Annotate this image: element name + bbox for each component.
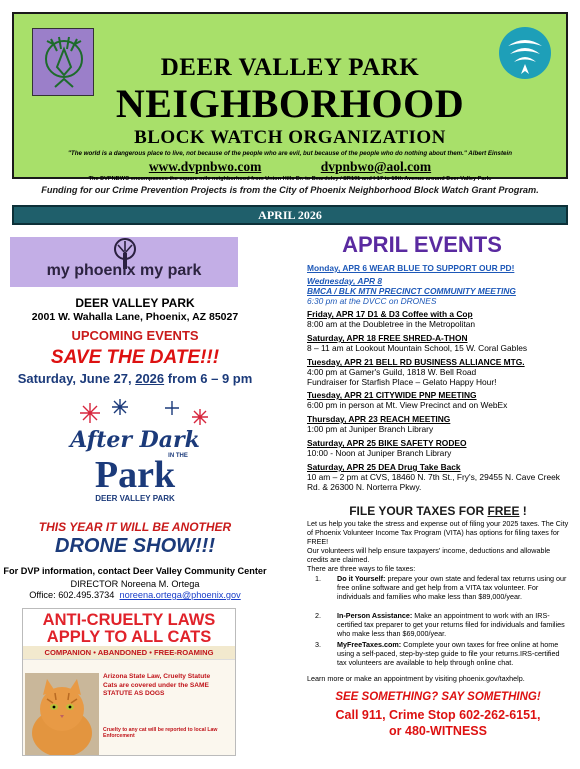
save-the-date: SAVE THE DATE!!! [50,347,220,368]
tax-option-number: 1. [315,574,321,583]
event-item [307,462,569,492]
event-detail: 1:00 pm at Juniper Branch Library [307,424,434,434]
after-dark-park: Park [94,454,176,496]
cruelty-title-line1: ANTI-CRUELTY LAWS [42,611,216,629]
header-title-organization: BLOCK WATCH ORGANIZATION [134,127,446,148]
cruelty-subtitle: COMPANION • ABANDONED • FREE-ROAMING [23,646,235,660]
taxes-heading-free: FREE [487,504,520,518]
cruelty-footer: Cruelty to any cat will be reported to local Law Enforcement [103,727,218,740]
taxes-ways: There are three ways to file taxes: [307,564,416,573]
save-date-day: Saturday, June 27, [17,371,136,386]
cruelty-same-statute: Cats are covered under the SAME STATUTE AS DOGS [103,682,209,697]
event-item [307,333,569,353]
office-phone: Office: 602.495.3734 [29,590,115,600]
event-detail: Rd. & 26300 N. Norterra Pkwy. [307,482,422,492]
event-detail: 10:00 - Noon at Juniper Branch Library [307,448,452,458]
park-address: 2001 W. Wahalla Lane, Phoenix, AZ 85027 [31,311,239,323]
event-title: Wednesday, APR 8 [307,276,383,286]
office-email-link[interactable]: noreena.ortega@phoenix.gov [119,590,241,600]
after-dark-title: After Dark [70,427,200,453]
this-year-text: THIS YEAR IT WILL BE ANOTHER [38,520,232,534]
event-detail: 4:00 pm at Gamer's Guild, 1818 W. Bell Road [307,367,477,377]
event-item [307,390,569,410]
newsletter-header [12,12,568,182]
crime-stop-contact [307,707,569,739]
event-detail: 6:00 pm in person at Mt. View Precinct and on WebEx [307,400,508,410]
save-date-year: 2026 [135,371,165,386]
event-title: Saturday, APR 25 BIKE SAFETY RODEO [307,438,467,448]
park-name: DEER VALLEY PARK [75,296,195,310]
funding-note: Funding for our Crime Prevention Projects is from the City of Phoenix Neighborhood Block Watch Grant Program. [41,185,539,195]
save-date-line [0,371,270,386]
event-item [307,276,569,306]
tax-option-title: In-Person Assistance: [337,611,413,620]
my-phoenix-my-park-text: my phoenix my park [46,262,202,279]
website-link[interactable]: www.dvpnbwo.com [148,159,262,174]
taxes-volunteers: Our volunteers will help ensure taxpayers' income, deductions and allowable credits are claimed. [307,546,551,564]
orange-cat-photo [25,673,99,755]
event-title: Tuesday, APR 21 BELL RD BUSINESS ALLIANCE MTG. [307,357,525,367]
header-description: The DVPNBWO encompasses the square mile neighborhood from Union Hills Dr. to Beardsley / SR101 and I-17 to 19th Avenue around Deer Valley Park. [88,176,492,182]
month-bar: APRIL 2026 [12,205,568,225]
header-title-park: DEER VALLEY PARK [160,54,420,81]
upcoming-events-heading: UPCOMING EVENTS [71,328,199,343]
event-item [307,263,569,273]
event-detail: Fundraiser for Starfish Place – Gelato Happy Hour! [307,377,497,387]
taxes-intro: Let us help you take the stress and expense out of filing your 2025 taxes. The City of Phoenix Volunteer Income Tax Program (VITA) has options for filing taxes for FREE! [307,519,569,546]
tax-option-text: prepare your own state and federal tax returns using our free online software and get help from a VITA tax volunteer. For individuals and families who make less than $89,000/year. [337,574,567,601]
drone-show-text: DRONE SHOW!!! [55,535,215,557]
crime-stop-line1: Call 911, Crime Stop 602-262-6151, [335,708,541,722]
cruelty-title [23,609,235,646]
save-date-from: from [164,371,201,386]
save-date-time: 6 – 9 pm [200,371,253,386]
event-item [307,438,569,458]
event-detail: 10 am – 2 pm at CVS, 18460 N. 7th St., Fry's, 29455 N. Cave Creek [307,472,560,482]
event-detail: 8:00 am at the Doubletree in the Metropolitan [307,319,476,329]
office-contact [0,590,270,600]
header-title-neighborhood: NEIGHBORHOOD [115,81,465,126]
event-detail: 8 – 11 am at Lookout Mountain School, 15 W. Coral Gables [307,343,528,353]
taxes-heading [307,504,569,518]
fireworks-icon [80,403,208,425]
after-dark-in: IN THE [168,453,188,459]
header-quote: "The world is a dangerous place to live, not because of the people who are evil, but because of the people who do nothing about them." Albert Einstein [68,150,512,157]
anti-cruelty-poster [22,608,236,756]
dvp-info-contact: For DVP information, contact Deer Valley Community Center [3,566,267,576]
event-title: Monday, APR 6 WEAR BLUE TO SUPPORT OUR PD! [307,263,515,273]
after-dark-sub: DEER VALLEY PARK [95,494,175,503]
event-title: Saturday, APR 25 DEA Drug Take Back [307,462,461,472]
event-title: Saturday, APR 18 FREE SHRED-A-THON [307,333,468,343]
tax-option-text: Complete your own taxes for free online at home using a self-paced, step-by-step guide to file your returns.IRS-certified tax volunteers are available to help through online chat. [337,640,560,667]
event-item [307,357,569,387]
tax-option-number: 3. [315,640,321,649]
tax-option-title: Do it Yourself: [337,574,386,583]
event-title: Friday, APR 17 D1 & D3 Coffee with a Cop [307,309,473,319]
crime-stop-line2: or 480-WITNESS [389,724,487,738]
director-name: DIRECTOR Noreena M. Ortega [70,579,200,589]
cruelty-statute-heading: Arizona State Law, Cruelty Statute [103,673,211,680]
event-item [307,309,569,329]
header-links [14,159,566,175]
tax-option-title: MyFreeTaxes.com: [337,640,402,649]
taxes-heading-prefix: FILE YOUR TAXES FOR [349,504,488,518]
my-phoenix-my-park-logo [10,237,238,287]
tax-option-number: 2. [315,611,321,620]
taxes-heading-suffix: ! [519,504,527,518]
event-title: Tuesday, APR 21 CITYWIDE PNP MEETING [307,390,477,400]
tax-option-text: Make an appointment to work with an IRS-certified tax preparer to get your returns filed for individuals and families who make less than $69,000/year. [337,611,565,638]
event-detail: 6:30 pm at the DVCC on DRONES [307,296,437,306]
cruelty-title-line2: APPLY TO ALL CATS [46,628,212,646]
event-title: Thursday, APR 23 REACH MEETING [307,414,451,424]
after-dark-in-the-park-logo [50,395,220,505]
event-subtitle: BMCA / BLK MTN PRECINCT COMMUNITY MEETING [307,286,516,296]
email-link[interactable]: dvpnbwo@aol.com [320,159,432,174]
taxes-learn-more[interactable]: Learn more or make an appointment by visiting phoenix.gov/taxhelp. [307,674,525,683]
april-events-heading: APRIL EVENTS [342,232,502,257]
see-something-heading: SEE SOMETHING? SAY SOMETHING! [335,691,541,703]
event-item [307,414,569,434]
cruelty-statute-box [103,671,231,739]
